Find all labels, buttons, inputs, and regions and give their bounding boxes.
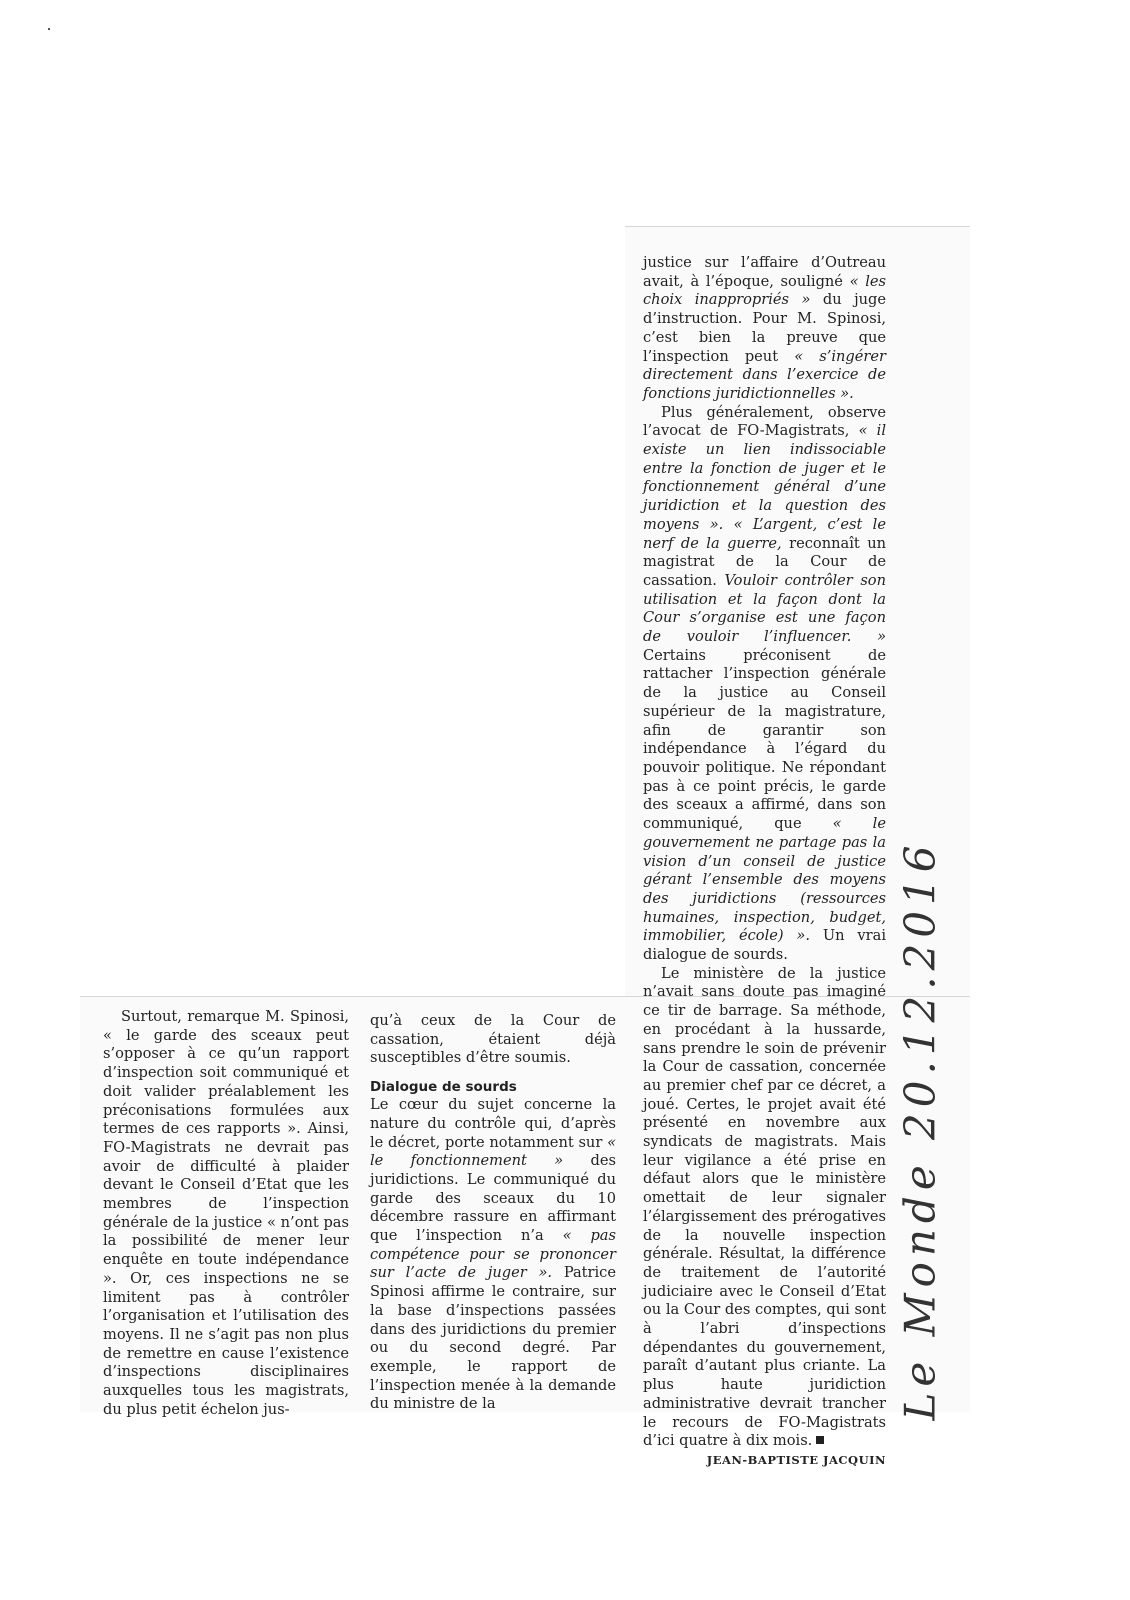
column-3-paragraph-1 <box>643 404 886 965</box>
byline: JEAN-BAPTISTE JACQUIN <box>706 1453 886 1467</box>
quote-span: « le gouvernement ne partage pas la vision d’un conseil de justice gérant l’ensemble des moyens des juridictions (ressources humaines, inspection, budget, immobilier, école) ». <box>643 815 886 945</box>
quote-span: « s’ingérer directement dans l’exercice de fonctions juridictionnelles ». <box>643 347 886 402</box>
quote-span: Vouloir contrôler son utilisation et la façon dont la Cour s’organise est une façon de vouloir l’influencer. » <box>643 571 886 646</box>
text-span: Plus généralement, observe l’avocat de FO-Magistrats, <box>643 403 886 440</box>
text-span: Patrice Spinosi affirme le contraire, sur la base d’inspections passées dans des juridictions du premier ou du second degré. Par exemple, le rapport de l’inspection menée à la demande du ministre de la <box>370 1264 616 1413</box>
article-column-3 <box>643 254 886 1470</box>
column-1-paragraph: Surtout, remarque M. Spinosi, « le garde des sceaux peut s’opposer à ce qu’un rapport d’inspection soit communiqué et doit valider préalablement les préconisations formulées aux termes de ces rapports ». Ainsi, FO-Magistrats ne devrait pas avoir de difficulté à plaider devant le Conseil d’Etat que les membres de l’inspection générale de la justice « n’ont pas la possibilité de mener leur enquête en toute indépendance ». Or, ces inspections ne se limitent pas à contrôler l’organisation et l’utilisation des moyens. Il ne s’agit pas non plus de remettre en cause l’existence d’inspections disciplinaires auxquelles tous les magistrats, du plus petit échelon jus- <box>103 1008 349 1418</box>
article-column-2 <box>370 1012 616 1414</box>
end-mark-icon <box>816 1436 824 1444</box>
article-column-1 <box>103 1008 349 1419</box>
text-span: Le cœur du sujet concerne la nature du contrôle qui, d’après le décret, porte notamment sur <box>370 1096 616 1151</box>
column-3-paragraph-2 <box>643 965 886 1451</box>
subheading: Dialogue de sourds <box>370 1079 517 1096</box>
column-2-paragraph <box>370 1096 616 1414</box>
scan-speck <box>48 28 50 30</box>
quote-span: « le fonctionnement » <box>370 1133 616 1170</box>
column-3-paragraph-0 <box>643 254 886 404</box>
handwritten-date-note: Le Monde 20.12.2016 <box>895 839 945 1421</box>
text-span: des juridictions. Le communiqué du garde des sceaux du 10 décembre rassure en affirmant que l’inspection n’a <box>370 1152 617 1245</box>
column-2-lead: qu’à ceux de la Cour de cassation, étaient déjà susceptibles d’être soumis. <box>370 1012 616 1067</box>
text-span: Le ministère de la justice n’avait sans doute pas imaginé ce tir de barrage. Sa méthode, en procédant à la hussarde, sans prendre le soin de prévenir la Cour de cassation, concernée au premier chef par ce décret, a joué. Certes, le projet avait été présenté en novembre aux syndicats de magistrats. Mais leur vigilance a été prise en défaut alors que le ministère omettait de leur signaler l’élargissement des prérogatives de la nouvelle inspection générale. Résultat, la différence de traitement de l’autorité judiciaire avec le Conseil d’Etat ou la Cour des comptes, qui sont à l’abri d’inspections dépendantes du gouvernement, paraît d’autant plus criante. La plus haute juridiction administrative devrait trancher le recours de FO-Magistrats d’ici quatre à dix mois. <box>643 964 886 1450</box>
quote-span: « les choix inappropriés » <box>643 272 886 309</box>
text-span: reconnaît un magistrat de la Cour de cassation. <box>643 534 886 589</box>
text-span: Certains préconisent de rattacher l’inspection générale de la justice au Conseil supérieur de la magistrature, afin de garantir son indépendance à l’égard du pouvoir politique. Ne répondant pas à ce point précis, le garde des sceaux a affirmé, dans son communiqué, que <box>643 646 886 833</box>
text-span: justice sur l’affaire d’Outreau avait, à l’époque, souligné <box>643 254 886 290</box>
quote-span: « il existe un lien indissociable entre la fonction de juger et le fonctionnement général d’une juridiction et la question des moyens ». « L’argent, c’est le nerf de la guerre, <box>643 422 886 552</box>
text-span: du juge d’instruction. Pour M. Spinosi, c’est bien la preuve que l’inspection peut <box>643 291 886 365</box>
text-span: Un vrai dialogue de sourds. <box>643 927 886 964</box>
quote-span: « pas compétence pour se prononcer sur l’acte de juger ». <box>370 1227 616 1282</box>
